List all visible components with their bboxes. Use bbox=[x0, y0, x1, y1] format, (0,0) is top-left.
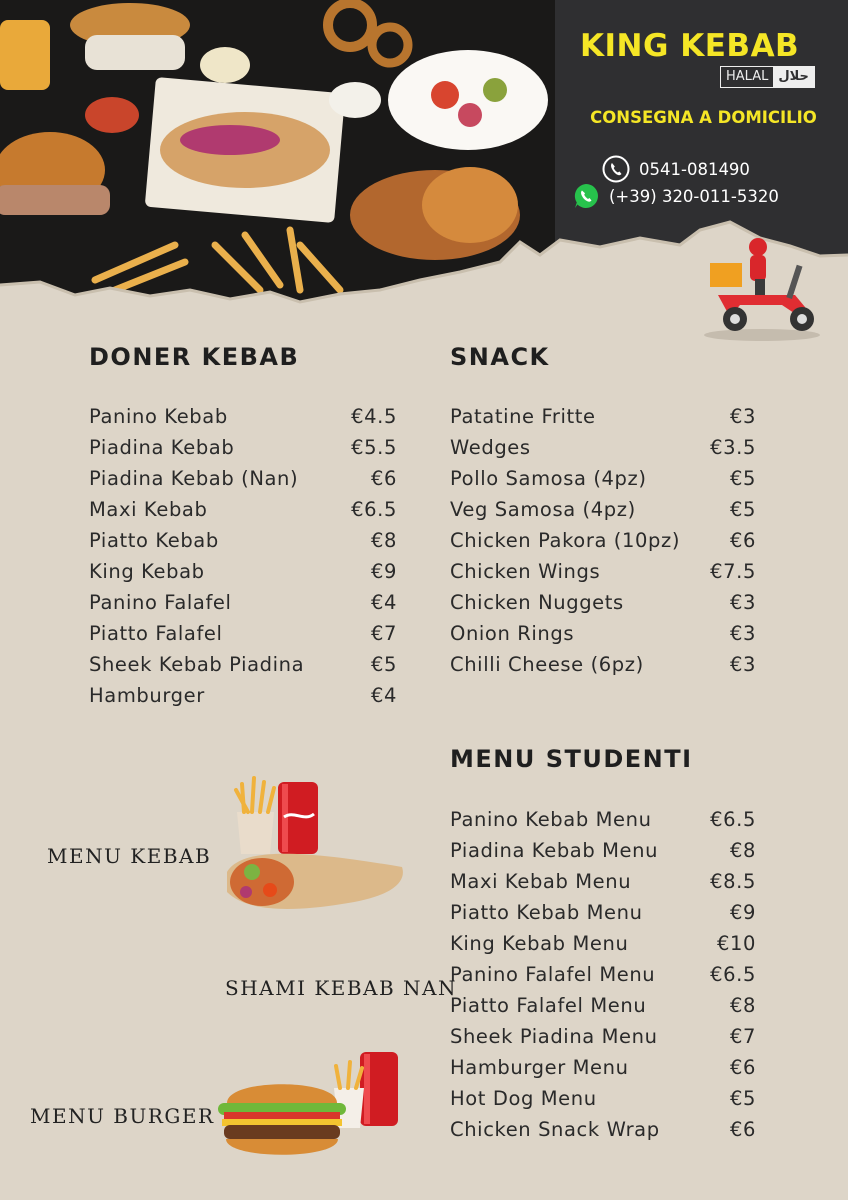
item-name: Chicken Snack Wrap bbox=[450, 1118, 660, 1141]
item-name: Pollo Samosa (4pz) bbox=[450, 467, 647, 490]
item-price: €6 bbox=[370, 467, 397, 490]
item-price: €5 bbox=[370, 653, 397, 676]
menu-item bbox=[450, 994, 756, 1025]
item-price: €4 bbox=[370, 684, 397, 707]
item-price: €7 bbox=[370, 622, 397, 645]
item-name: Maxi Kebab Menu bbox=[450, 870, 632, 893]
item-name: Piatto Kebab bbox=[89, 529, 219, 552]
menu-item bbox=[450, 467, 756, 498]
menu-item bbox=[89, 498, 397, 529]
whatsapp-contact[interactable] bbox=[572, 182, 779, 210]
menu-item bbox=[450, 591, 756, 622]
menu-item bbox=[89, 684, 397, 715]
item-price: €6.5 bbox=[710, 808, 756, 831]
kebab-combo-image bbox=[222, 772, 412, 922]
menu-item bbox=[450, 1087, 756, 1118]
item-name: Hamburger Menu bbox=[450, 1056, 629, 1079]
section-title-doner: DONER KEBAB bbox=[89, 343, 300, 371]
item-name: Hot Dog Menu bbox=[450, 1087, 597, 1110]
phone-icon bbox=[602, 155, 630, 183]
snack-list bbox=[450, 405, 756, 684]
item-price: €9 bbox=[370, 560, 397, 583]
item-name: Maxi Kebab bbox=[89, 498, 208, 521]
whatsapp-number: (+39) 320-011-5320 bbox=[609, 186, 779, 206]
menu-item bbox=[450, 436, 756, 467]
menu-item bbox=[89, 467, 397, 498]
header-banner bbox=[0, 0, 848, 330]
menu-item bbox=[450, 839, 756, 870]
brand-name: KING KEBAB bbox=[580, 28, 800, 64]
item-name: Panino Falafel bbox=[89, 591, 232, 614]
item-price: €9 bbox=[729, 901, 756, 924]
section-title-studenti: MENU STUDENTI bbox=[450, 745, 693, 773]
menu-item bbox=[450, 653, 756, 684]
menu-item bbox=[450, 1056, 756, 1087]
menu-item bbox=[450, 808, 756, 839]
menu-item bbox=[450, 622, 756, 653]
item-name: Sheek Piadina Menu bbox=[450, 1025, 658, 1048]
item-price: €6.5 bbox=[351, 498, 397, 521]
item-name: Panino Kebab Menu bbox=[450, 808, 652, 831]
menu-item bbox=[89, 560, 397, 591]
item-price: €6 bbox=[729, 1056, 756, 1079]
whatsapp-icon bbox=[572, 182, 600, 210]
delivery-label: CONSEGNA A DOMICILIO bbox=[590, 108, 817, 127]
item-name: Piadina Kebab bbox=[89, 436, 235, 459]
delivery-scooter-icon bbox=[700, 235, 825, 345]
menu-item bbox=[450, 498, 756, 529]
item-price: €4.5 bbox=[351, 405, 397, 428]
item-name: Sheek Kebab Piadina bbox=[89, 653, 305, 676]
studenti-list bbox=[450, 808, 756, 1149]
item-price: €6 bbox=[729, 1118, 756, 1141]
menu-item bbox=[450, 560, 756, 591]
menu-item bbox=[450, 870, 756, 901]
item-name: Panino Kebab bbox=[89, 405, 228, 428]
menu-item bbox=[450, 901, 756, 932]
item-price: €5 bbox=[729, 467, 756, 490]
item-name: Piadina Kebab Menu bbox=[450, 839, 659, 862]
item-price: €8 bbox=[729, 994, 756, 1017]
menu-item bbox=[89, 653, 397, 684]
item-price: €8 bbox=[370, 529, 397, 552]
item-name: Piatto Falafel Menu bbox=[450, 994, 647, 1017]
item-price: €6.5 bbox=[710, 963, 756, 986]
menu-item bbox=[450, 1118, 756, 1149]
menu-item bbox=[89, 529, 397, 560]
item-name: Veg Samosa (4pz) bbox=[450, 498, 636, 521]
item-price: €5.5 bbox=[351, 436, 397, 459]
item-price: €4 bbox=[370, 591, 397, 614]
phone-contact[interactable] bbox=[602, 155, 750, 183]
item-name: Chicken Nuggets bbox=[450, 591, 624, 614]
item-price: €8.5 bbox=[710, 870, 756, 893]
item-price: €7.5 bbox=[710, 560, 756, 583]
phone-number: 0541-081490 bbox=[639, 159, 750, 179]
item-name: Panino Falafel Menu bbox=[450, 963, 656, 986]
menu-item bbox=[450, 405, 756, 436]
item-price: €8 bbox=[729, 839, 756, 862]
menu-item bbox=[450, 529, 756, 560]
menu-item bbox=[89, 436, 397, 467]
menu-item bbox=[450, 963, 756, 994]
menu-item bbox=[89, 405, 397, 436]
item-name: King Kebab Menu bbox=[450, 932, 629, 955]
item-price: €10 bbox=[716, 932, 756, 955]
menu-item bbox=[89, 591, 397, 622]
item-price: €5 bbox=[729, 498, 756, 521]
burger-combo-image bbox=[212, 1048, 407, 1170]
item-name: Patatine Fritte bbox=[450, 405, 596, 428]
item-price: €3 bbox=[729, 405, 756, 428]
doner-list bbox=[89, 405, 397, 715]
item-price: €5 bbox=[729, 1087, 756, 1110]
halal-badge bbox=[720, 66, 815, 88]
item-name: Piadina Kebab (Nan) bbox=[89, 467, 299, 490]
menu-item bbox=[450, 932, 756, 963]
item-price: €6 bbox=[729, 529, 756, 552]
item-name: Chilli Cheese (6pz) bbox=[450, 653, 644, 676]
item-price: €3.5 bbox=[710, 436, 756, 459]
item-name: Wedges bbox=[450, 436, 531, 459]
halal-latin: HALAL bbox=[726, 69, 769, 84]
combo-shami-kebab: SHAMI KEBAB NAN bbox=[225, 976, 458, 1000]
section-title-snack: SNACK bbox=[450, 343, 550, 371]
item-price: €7 bbox=[729, 1025, 756, 1048]
combo-menu-burger: MENU BURGER bbox=[30, 1104, 215, 1128]
halal-arabic: حلال bbox=[773, 67, 814, 87]
item-name: Piatto Kebab Menu bbox=[450, 901, 643, 924]
menu-item bbox=[450, 1025, 756, 1056]
combo-menu-kebab: MENU KEBAB bbox=[47, 844, 212, 868]
item-name: King Kebab bbox=[89, 560, 205, 583]
item-price: €3 bbox=[729, 591, 756, 614]
item-name: Onion Rings bbox=[450, 622, 575, 645]
item-name: Chicken Wings bbox=[450, 560, 601, 583]
item-name: Chicken Pakora (10pz) bbox=[450, 529, 681, 552]
item-name: Piatto Falafel bbox=[89, 622, 223, 645]
item-name: Hamburger bbox=[89, 684, 205, 707]
item-price: €3 bbox=[729, 622, 756, 645]
item-price: €3 bbox=[729, 653, 756, 676]
menu-item bbox=[89, 622, 397, 653]
